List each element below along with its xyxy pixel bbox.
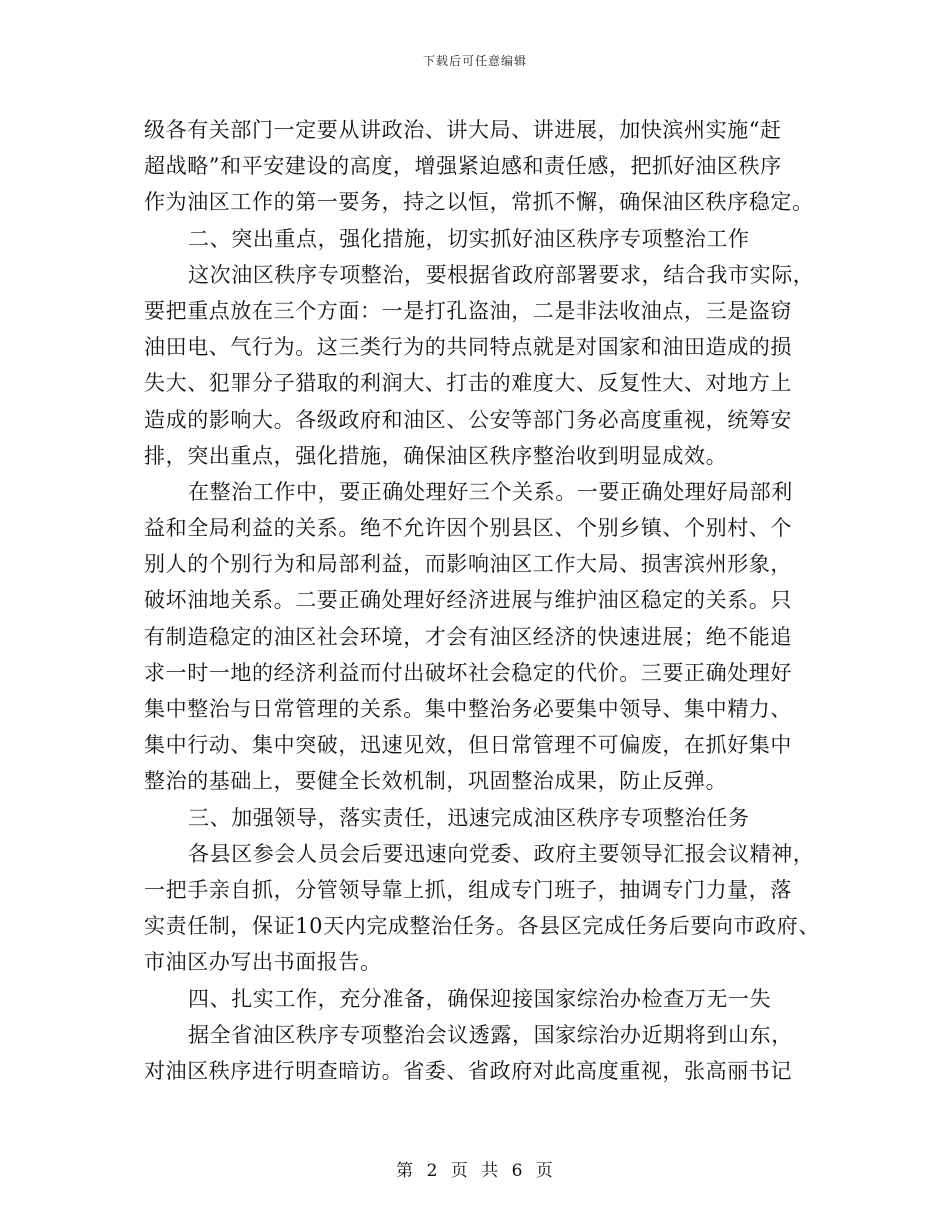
text-line: 整治的基础上，要健全长效机制，巩固整治成果，防止反弹。 [144,769,728,794]
text-line: 集中整治与日常管理的关系。集中整治务必要集中领导、集中精力、 [144,697,792,721]
section-heading-4: 四、扎实工作，充分准备，确保迎接国家综治办检查万无一失 [188,986,772,1011]
text-line: 一把手亲自抓，分管领导靠上抓，组成专门班子，抽调专门力量，落 [144,877,792,902]
page-footer [0,1156,950,1181]
text-line: 益和全局利益的关系。绝不允许因个别县区、个别乡镇、个别村、个 [144,516,792,541]
text-line: 失大、犯罪分子猎取的利润大、打击的难度大、反复性大、对地方上 [144,371,792,396]
text-line: 排，突出重点，强化措施，确保油区秩序整治收到明显成效。 [144,443,728,468]
document-body [144,112,820,1089]
text-line: 造成的影响大。各级政府和油区、公安等部门务必高度重视，统筹安 [144,407,792,432]
text-line: 作为油区工作的第一要务，持之以恒，常抓不懈，确保油区秩序稳定。 [144,190,814,215]
footer-total-unit: 页 [535,1161,554,1181]
total-pages: 6 [511,1161,524,1181]
paragraph-start: 据全省油区秩序专项整治会议透露，国家综治办近期将到山东， [188,1022,793,1047]
text-line: 实责任制，保证10天内完成整治任务。各县区完成任务后要向市政府、 [144,914,820,939]
text-line: 集中行动、集中突破，迅速见效，但日常管理不可偏废，在抓好集中 [144,733,792,758]
text-line: 有制造稳定的油区社会环境，才会有油区经济的快速进展；绝不能追 [144,624,792,649]
paragraph-start: 这次油区秩序专项整治，要根据省政府部署要求，结合我市实际， [188,262,815,287]
section-heading-3: 三、加强领导，落实责任，迅速完成油区秩序专项整治任务 [188,805,750,830]
text-line: 别人的个别行为和局部利益，而影响油区工作大局、损害滨州形象， [144,552,792,577]
text-line: 超战略”和平安建设的高度，增强紧迫感和责任感，把抓好油区秩序 [144,154,782,179]
text-line: 级各有关部门一定要从讲政治、讲大局、讲进展，加快滨州实施“赶 [144,118,782,142]
paragraph-start: 在整治工作中，要正确处理好三个关系。一要正确处理好局部利 [188,479,793,504]
paragraph-start: 各县区参会人员会后要迅速向党委、政府主要领导汇报会议精神， [188,841,815,866]
text-line: 破坏油地关系。二要正确处理好经济进展与维护油区稳定的关系。只 [144,588,792,613]
text-line: 市油区办写出书面报告。 [144,950,382,975]
section-heading-2: 二、突出重点，强化措施，切实抓好油区秩序专项整治工作 [188,226,750,251]
text-line: 对油区秩序进行明查暗访。省委、省政府对此高度重视，张高丽书记 [144,1058,792,1083]
page-number: 2 [426,1161,439,1181]
footer-page-unit: 页 [450,1161,469,1181]
text-line: 要把重点放在三个方面：一是打孔盗油，二是非法收油点，三是盗窃 [144,298,792,323]
footer-total-prefix: 共 [481,1161,500,1181]
text-line: 求一时一地的经济利益而付出破坏社会稳定的代价。三要正确处理好 [144,660,792,685]
footer-prefix: 第 [396,1161,415,1181]
text-line: 油田电、气行为。这三类行为的共同特点就是对国家和油田造成的损 [144,335,792,360]
page-header: 下载后可任意编辑 [422,54,527,68]
